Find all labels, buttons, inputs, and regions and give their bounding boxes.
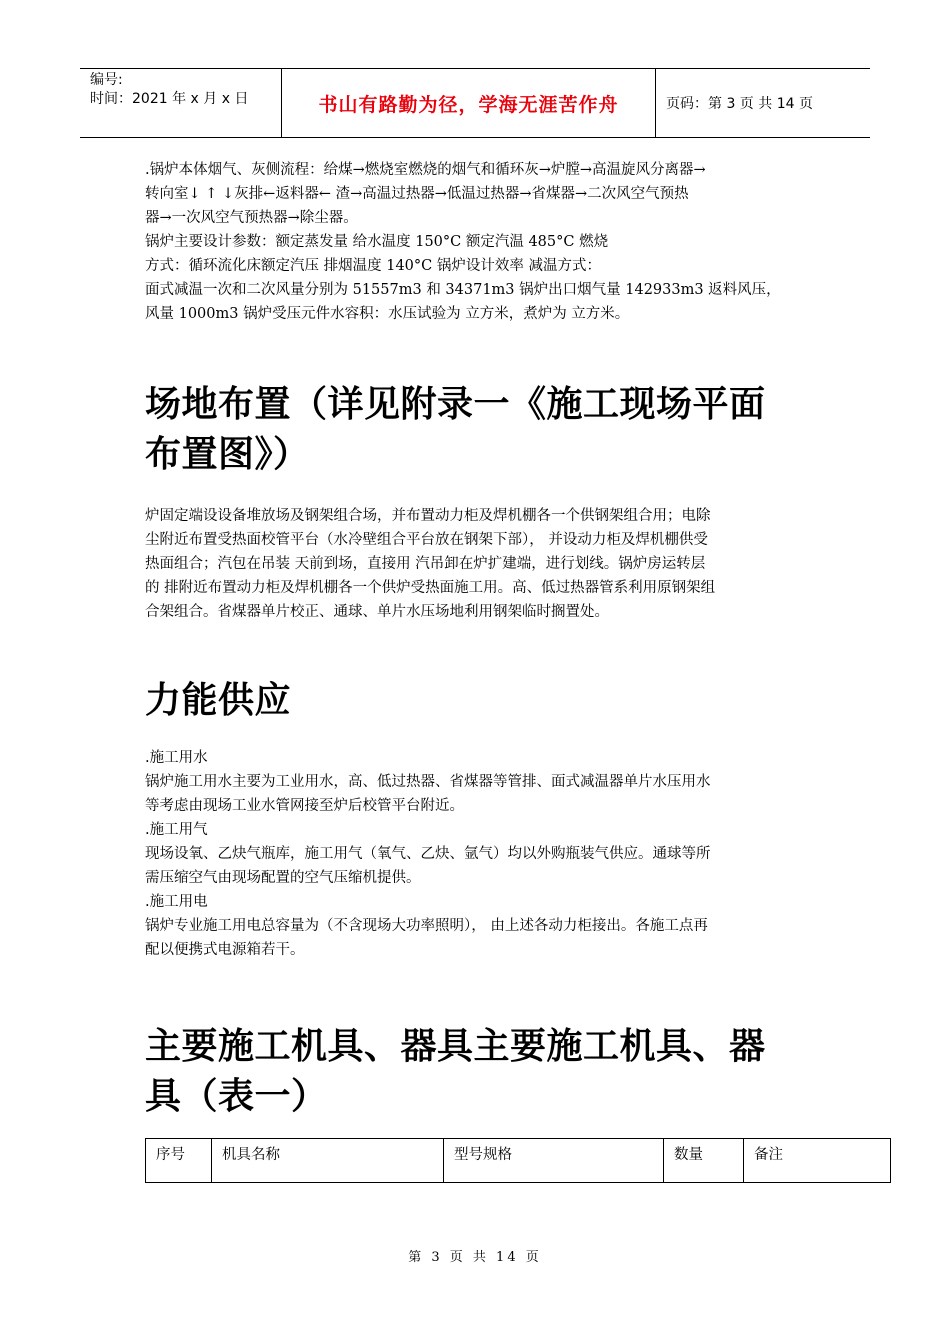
text-line: 配以便携式电源箱若干。 <box>145 942 305 958</box>
text-line: 需压缩空气由现场配置的空气压缩机提供。 <box>145 870 421 886</box>
text-line: 尘附近布置受热面校管平台（水冷壁组合平台放在钢架下部）， 并设动力柜及焊机棚供受 <box>145 532 708 548</box>
heading-line: 布置图》） <box>145 434 310 475</box>
text-line: 的 排附近布置动力柜及焊机棚各一个供炉受热面施工用。高、低过热器管系利用原钢架组 <box>145 580 716 596</box>
col-header-name: 机具名称 <box>212 1139 444 1183</box>
text-line: .施工用电 <box>145 894 208 910</box>
power-supply-heading <box>145 676 810 726</box>
site-layout-heading <box>145 380 810 480</box>
text-line: .施工用水 <box>145 750 208 766</box>
site-layout-section <box>145 504 810 624</box>
boiler-flow-section <box>145 158 810 326</box>
heading-line: 场地布置（详见附录一《施工现场平面 <box>145 384 766 425</box>
power-supply-section <box>145 746 810 962</box>
col-header-remark: 备注 <box>744 1139 891 1183</box>
col-header-qty: 数量 <box>664 1139 744 1183</box>
heading-line: 具（表一） <box>145 1076 328 1117</box>
text-line: .锅炉本体烟气、灰侧流程：给煤→燃烧室燃烧的烟气和循环灰→炉膛→高温旋风分离器→ <box>145 162 706 178</box>
text-line: 锅炉主要设计参数：额定蒸发量 给水温度 150°C 额定汽温 485°C 燃烧 <box>145 234 609 250</box>
heading-line: 力能供应 <box>145 680 292 721</box>
text-line: .施工用气 <box>145 822 208 838</box>
col-header-spec: 型号规格 <box>444 1139 664 1183</box>
page-header <box>80 68 870 138</box>
time-label: 时间：2021 年 x 月 x 日 <box>90 91 249 107</box>
text-line: 转向室↓ ↑ ↓灰排←返料器← 渣→高温过热器→低温过热器→省煤器→二次风空气预热 <box>145 186 689 202</box>
header-meta <box>80 69 282 137</box>
header-motto: 书山有路勤为径，学海无涯苦作舟 <box>282 69 656 137</box>
text-line: 锅炉施工用水主要为工业用水，高、低过热器、省煤器等管排、面式减温器单片水压用水 <box>145 774 711 790</box>
tools-table <box>145 1138 891 1183</box>
text-line: 面式减温一次和二次风量分别为 51557m3 和 34371m3 锅炉出口烟气量 142933m3 返料风压， <box>145 282 781 298</box>
text-line: 方式：循环流化床额定汽压 排烟温度 140°C 锅炉设计效率 减温方式： <box>145 258 601 274</box>
text-line: 炉固定端设设备堆放场及钢架组合场，并布置动力柜及焊机棚各一个供钢架组合用；电除 <box>145 508 711 524</box>
page-footer: 第 3 页 共 14 页 <box>408 1250 542 1265</box>
code-label: 编号: <box>90 72 123 88</box>
text-line: 器→一次风空气预热器→除尘器。 <box>145 210 358 226</box>
tools-heading <box>145 1022 810 1122</box>
text-line: 合架组合。省煤器单片校正、通球、单片水压场地利用钢架临时搁置处。 <box>145 604 609 620</box>
table-header-row <box>146 1139 891 1183</box>
text-line: 等考虑由现场工业水管网接至炉后校管平台附近。 <box>145 798 464 814</box>
col-header-index: 序号 <box>146 1139 212 1183</box>
header-page-info: 页码：第 3 页 共 14 页 <box>666 96 813 112</box>
heading-line: 主要施工机具、器具主要施工机具、器 <box>145 1026 766 1067</box>
text-line: 锅炉专业施工用电总容量为（不含现场大功率照明）， 由上述各动力柜接出。各施工点再 <box>145 918 708 934</box>
text-line: 热面组合；汽包在吊装 天前到场，直接用 汽吊卸在炉扩建端，进行划线。锅炉房运转层 <box>145 556 706 572</box>
text-line: 风量 1000m3 锅炉受压元件水容积：水压试验为 立方米，煮炉为 立方米。 <box>145 306 630 322</box>
text-line: 现场设氧、乙炔气瓶库，施工用气（氧气、乙炔、氩气）均以外购瓶装气供应。通球等所 <box>145 846 711 862</box>
